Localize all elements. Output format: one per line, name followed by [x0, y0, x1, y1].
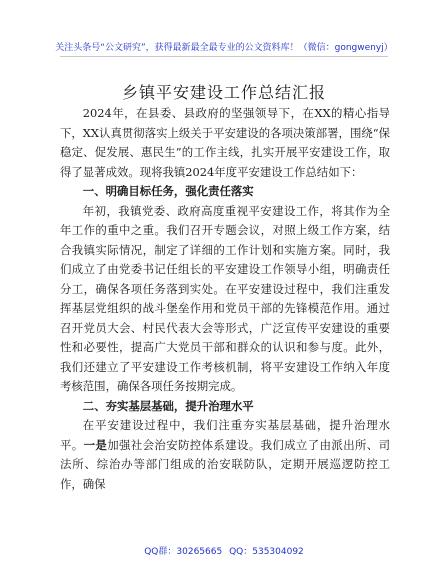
banner-divider: [60, 56, 388, 57]
section-2-paragraph: [60, 416, 390, 494]
section-2-paragraph-continued: 加强社会治安防控体系建设。我们成立了由派出所、司法所、综治办等部门组成的治安联防队，定期开展巡逻防控工作，确保: [60, 437, 390, 491]
qq-group-link[interactable]: QQ群：30265665: [144, 547, 223, 557]
document-body: [60, 104, 390, 494]
section-1-paragraph: 年初，我镇党委、政府高度重视平安建设工作，将其作为全年工作的重中之重。我们召开专题会议，对照上级工作方案，结合我镇实际情况，制定了详细的工作计划和实施方案。同时，我们成立了由党委书记任组长的平安建设工作领导小组，明确责任分工，确保各项任务落到实处。在平安建设过程中，我们注重发挥基层党组织的战斗堡垒作用和党员干部的先锋模范作用。通过召开党员大会、村民代表大会等形式，广泛宣传平安建设的重要性和必要性，提高广大党员干部和群众的认识和参与度。此外，我们还建立了平安建设工作考核机制，将平安建设工作纳入年度考核范围，确保各项任务按期完成。: [60, 203, 390, 393]
qq-link[interactable]: QQ：535304092: [229, 547, 304, 557]
intro-paragraph: 2024年，在县委、县政府的坚强领导下，在XX的精心指导下，XX认真贯彻落实上级关于平安建设的各项决策部署，围绕“保稳定、促发展、惠民生”的工作主线，扎实开展平安建设工作，取得了显著成效。现将我镇2024年度平安建设工作总结如下：: [60, 106, 390, 179]
section-2-lead: 一是: [83, 437, 108, 452]
document-title: 乡镇平安建设工作总结汇报: [121, 83, 326, 102]
footer-contact: [0, 544, 448, 557]
section-1-heading: 一、明确目标任务，强化责任落实: [82, 184, 254, 198]
section-2-heading: 二、夯实基层基础，提升治理水平: [82, 398, 254, 413]
header-banner: 关注头条号“公文研究”，获得最新最全最专业的公文资料库！（微信：gongwenyj）: [55, 43, 393, 53]
section-2-paragraph-text: 在平安建设过程中，我们注重夯实基层基础，提升治理水平。: [60, 418, 390, 452]
